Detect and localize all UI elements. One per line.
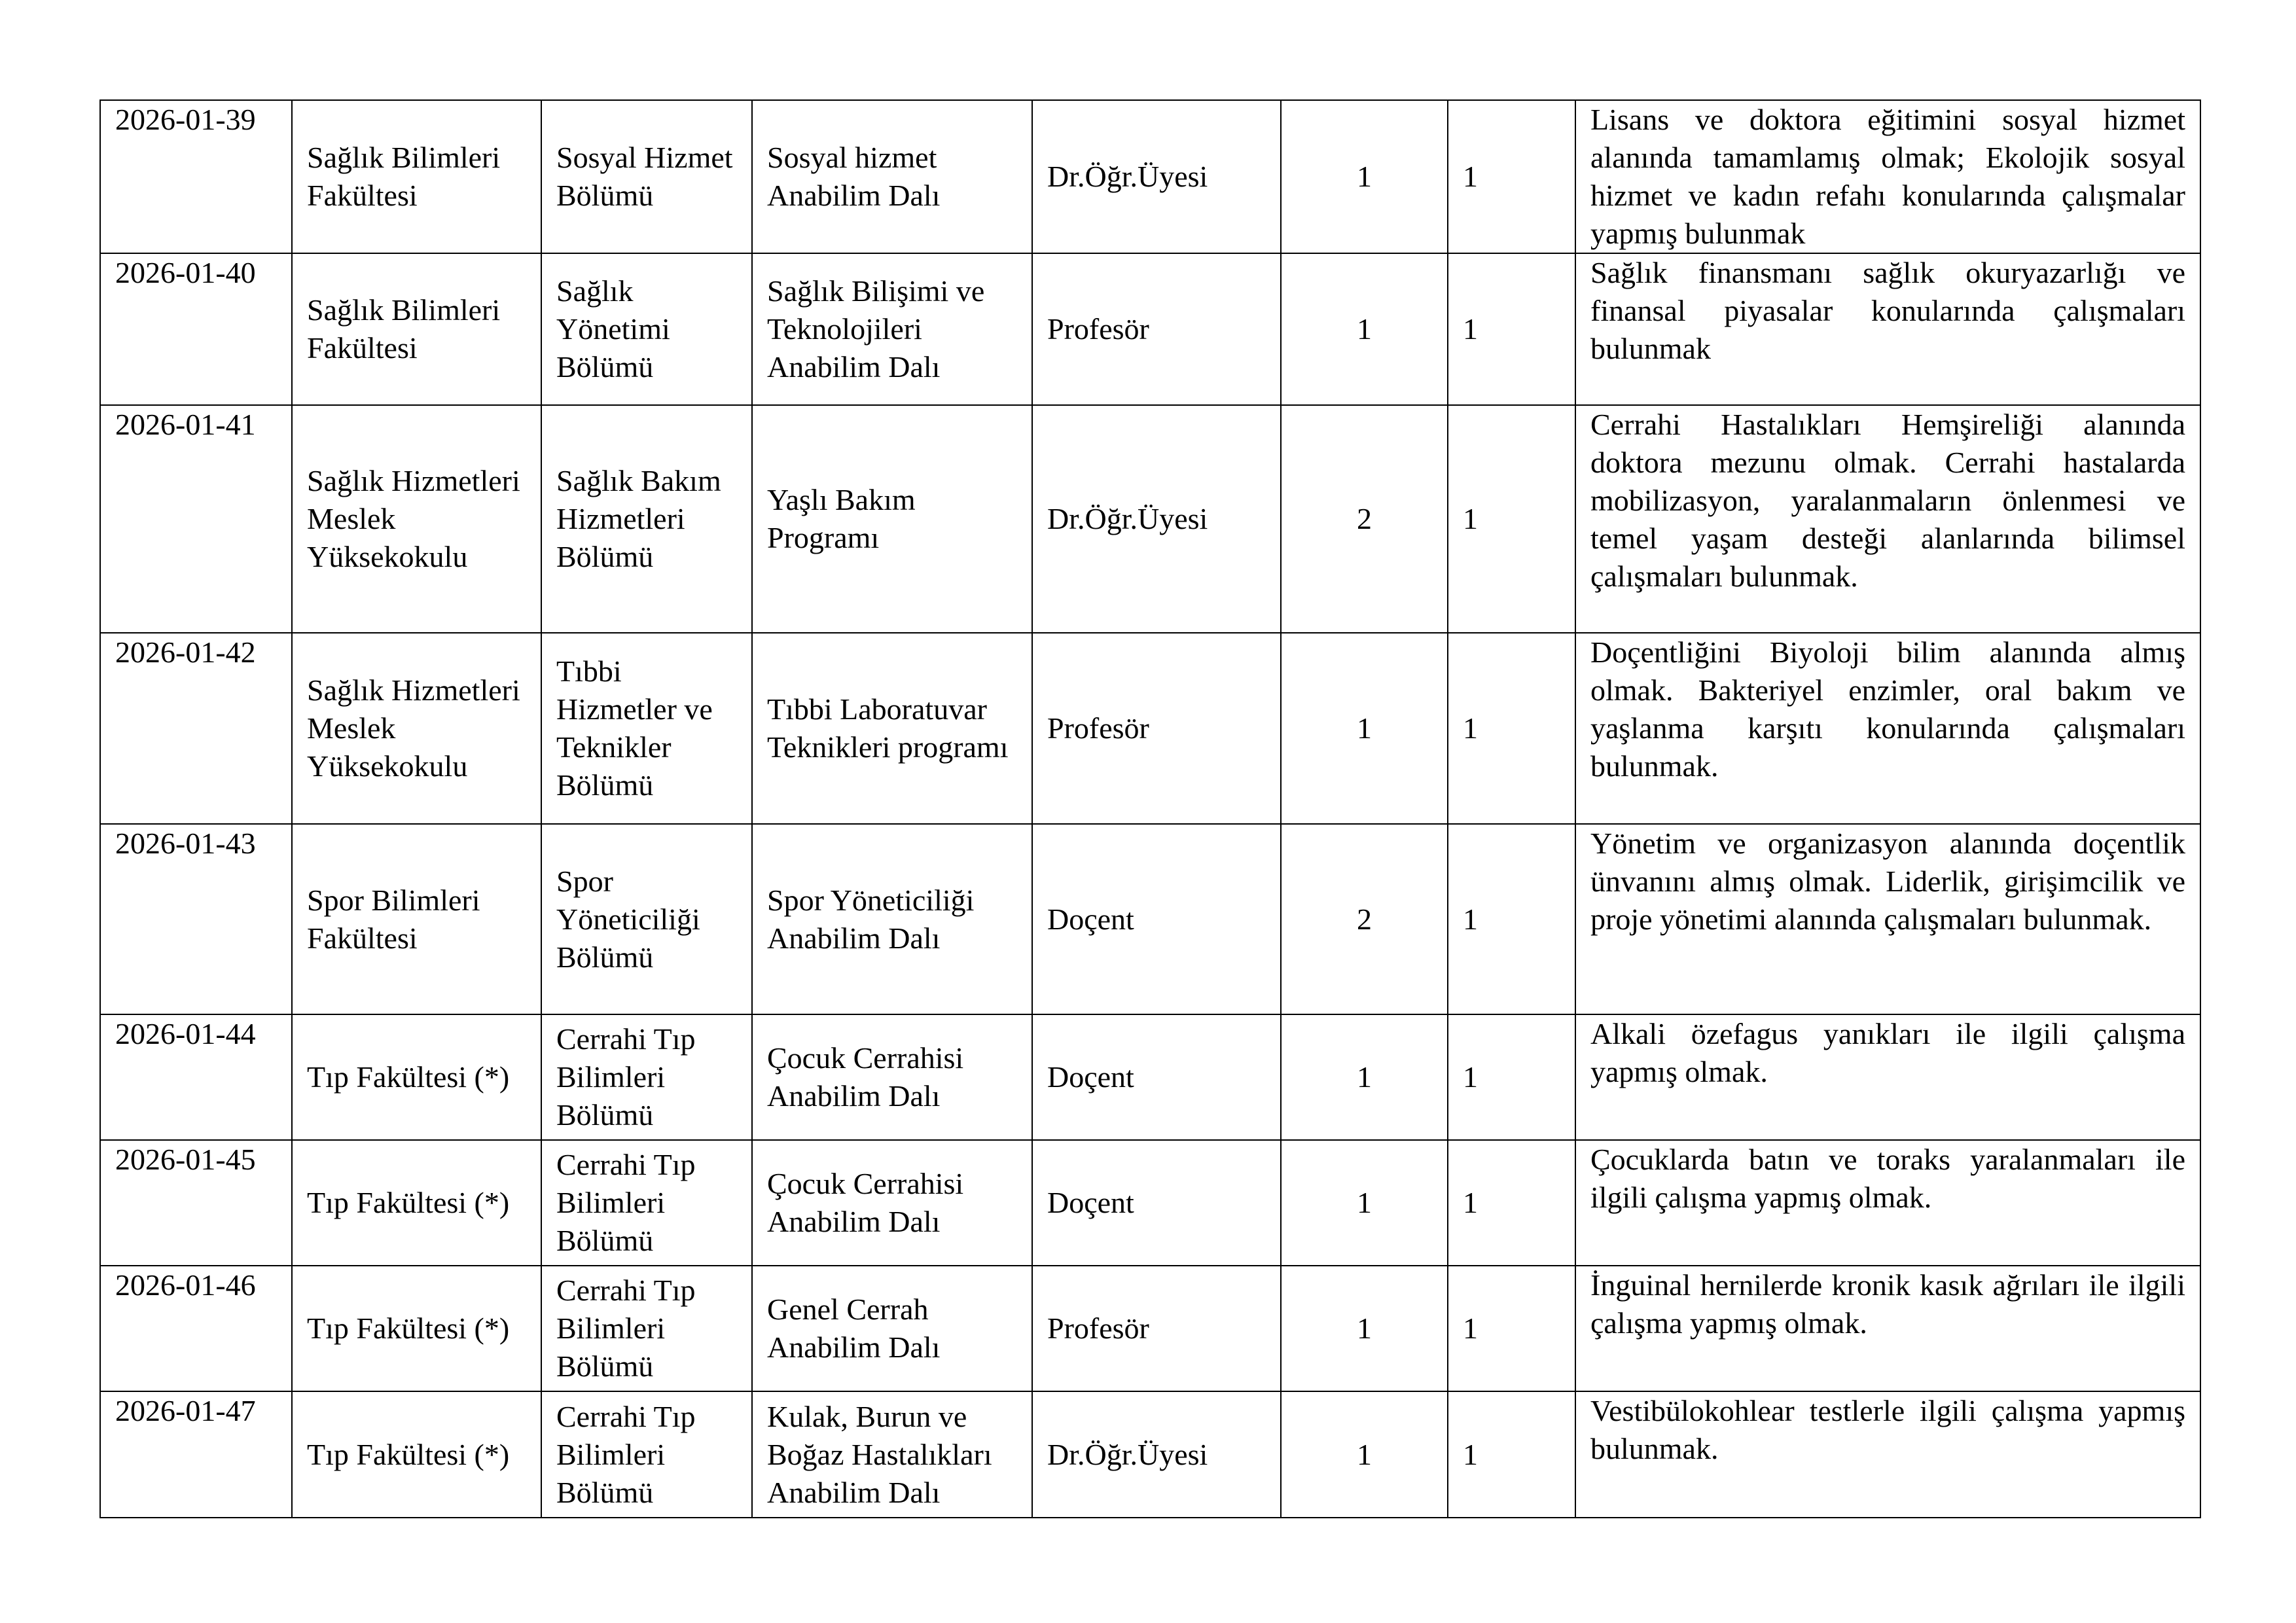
faculty-name-text: Tıp Fakültesi (*) [307, 1311, 510, 1345]
position-code: 2026-01-39 [100, 100, 292, 253]
position-count: 1 [1281, 1391, 1448, 1518]
department-name [541, 405, 752, 633]
department-name-text: Cerrahi Tıp Bilimleri Bölümü [556, 1148, 696, 1257]
position-requirements: Alkali özefagus yanıkları ile ilgili çalışma yapmış olmak. [1575, 1014, 2200, 1140]
faculty-name [292, 405, 541, 633]
department-name-text: Spor Yöneticiliği Bölümü [556, 864, 700, 974]
faculty-name [292, 253, 541, 405]
position-count: 1 [1281, 633, 1448, 824]
table-row [100, 253, 2200, 405]
program-name-text: Sosyal hizmet Anabilim Dalı [767, 141, 941, 212]
department-name [541, 1266, 752, 1391]
position-code: 2026-01-44 [100, 1014, 292, 1140]
table-row [100, 1391, 2200, 1518]
faculty-name-text: Tıp Fakültesi (*) [307, 1437, 510, 1471]
position-degree: 1 [1448, 1391, 1575, 1518]
position-count: 1 [1281, 1140, 1448, 1266]
department-name-text: Cerrahi Tıp Bilimleri Bölümü [556, 1399, 696, 1509]
faculty-name-text: Spor Bilimleri Fakültesi [307, 883, 480, 955]
faculty-name [292, 1014, 541, 1140]
department-name-text: Tıbbi Hizmetler ve Teknikler Bölümü [556, 654, 713, 802]
faculty-name [292, 1140, 541, 1266]
position-code: 2026-01-45 [100, 1140, 292, 1266]
academic-title: Doçent [1032, 824, 1281, 1014]
program-name [752, 100, 1032, 253]
position-degree: 1 [1448, 1014, 1575, 1140]
position-degree: 1 [1448, 1140, 1575, 1266]
position-degree: 1 [1448, 405, 1575, 633]
department-name-text: Cerrahi Tıp Bilimleri Bölümü [556, 1022, 696, 1132]
faculty-name-text: Sağlık Hizmetleri Meslek Yüksekokulu [307, 464, 520, 573]
position-requirements: İnguinal hernilerde kronik kasık ağrıları ile ilgili çalışma yapmış olmak. [1575, 1266, 2200, 1391]
program-name-text: Tıbbi Laboratuvar Teknikleri programı [767, 692, 1009, 764]
program-name [752, 253, 1032, 405]
position-requirements: Lisans ve doktora eğitimini sosyal hizmet alanında tamamlamış olmak; Ekolojik sosyal hizmet ve kadın refahı konularında çalışmalar yapmış bulunmak [1575, 100, 2200, 253]
position-count: 1 [1281, 253, 1448, 405]
department-name [541, 100, 752, 253]
program-name-text: Kulak, Burun ve Boğaz Hastalıkları Anabilim Dalı [767, 1399, 992, 1509]
position-degree: 1 [1448, 1266, 1575, 1391]
department-name [541, 824, 752, 1014]
program-name-text: Genel Cerrah Anabilim Dalı [767, 1293, 941, 1364]
table-row [100, 1140, 2200, 1266]
academic-title: Profesör [1032, 1266, 1281, 1391]
faculty-name [292, 1266, 541, 1391]
position-code: 2026-01-42 [100, 633, 292, 824]
department-name [541, 1140, 752, 1266]
position-requirements: Doçentliğini Biyoloji bilim alanında almış olmak. Bakteriyel enzimler, oral bakım ve yaşlanma karşıtı konularında çalışmaları bulunmak. [1575, 633, 2200, 824]
position-code: 2026-01-47 [100, 1391, 292, 1518]
faculty-name [292, 1391, 541, 1518]
position-count: 2 [1281, 405, 1448, 633]
position-degree: 1 [1448, 100, 1575, 253]
department-name-text: Sağlık Bakım Hizmetleri Bölümü [556, 464, 721, 573]
table-row [100, 1014, 2200, 1140]
department-name-text: Cerrahi Tıp Bilimleri Bölümü [556, 1274, 696, 1383]
table-row [100, 405, 2200, 633]
program-name [752, 1014, 1032, 1140]
faculty-name [292, 100, 541, 253]
table-row [100, 824, 2200, 1014]
faculty-name-text: Tıp Fakültesi (*) [307, 1060, 510, 1094]
program-name [752, 824, 1032, 1014]
position-count: 1 [1281, 100, 1448, 253]
academic-title: Dr.Öğr.Üyesi [1032, 1391, 1281, 1518]
position-requirements: Vestibülokohlear testlerle ilgili çalışma yapmış bulunmak. [1575, 1391, 2200, 1518]
department-name-text: Sağlık Yönetimi Bölümü [556, 274, 670, 383]
program-name-text: Sağlık Bilişimi ve Teknolojileri Anabilim Dalı [767, 274, 985, 383]
position-degree: 1 [1448, 824, 1575, 1014]
position-requirements: Çocuklarda batın ve toraks yaralanmaları ile ilgili çalışma yapmış olmak. [1575, 1140, 2200, 1266]
department-name-text: Sosyal Hizmet Bölümü [556, 141, 733, 212]
academic-title: Doçent [1032, 1140, 1281, 1266]
position-code: 2026-01-43 [100, 824, 292, 1014]
position-code: 2026-01-46 [100, 1266, 292, 1391]
program-name [752, 1266, 1032, 1391]
position-degree: 1 [1448, 253, 1575, 405]
table-row [100, 100, 2200, 253]
position-listing-table [99, 99, 2201, 1518]
position-degree: 1 [1448, 633, 1575, 824]
academic-title: Doçent [1032, 1014, 1281, 1140]
program-name [752, 633, 1032, 824]
faculty-name-text: Sağlık Hizmetleri Meslek Yüksekokulu [307, 673, 520, 783]
program-name [752, 1391, 1032, 1518]
position-code: 2026-01-41 [100, 405, 292, 633]
table-row [100, 633, 2200, 824]
faculty-name-text: Sağlık Bilimleri Fakültesi [307, 141, 501, 212]
academic-title: Dr.Öğr.Üyesi [1032, 100, 1281, 253]
department-name [541, 1391, 752, 1518]
program-name-text: Çocuk Cerrahisi Anabilim Dalı [767, 1167, 964, 1238]
position-requirements: Sağlık finansmanı sağlık okuryazarlığı ve finansal piyasalar konularında çalışmaları bulunmak [1575, 253, 2200, 405]
academic-title: Profesör [1032, 253, 1281, 405]
academic-title: Profesör [1032, 633, 1281, 824]
faculty-name [292, 824, 541, 1014]
program-name-text: Yaşlı Bakım Programı [767, 483, 916, 554]
position-count: 1 [1281, 1014, 1448, 1140]
department-name [541, 1014, 752, 1140]
academic-title: Dr.Öğr.Üyesi [1032, 405, 1281, 633]
program-name-text: Çocuk Cerrahisi Anabilim Dalı [767, 1041, 964, 1113]
program-name [752, 405, 1032, 633]
position-requirements: Yönetim ve organizasyon alanında doçentlik ünvanını almış olmak. Liderlik, girişimcilik ve proje yönetimi alanında çalışmaları bulunmak. [1575, 824, 2200, 1014]
position-requirements: Cerrahi Hastalıkları Hemşireliği alanında doktora mezunu olmak. Cerrahi hastalarda mobilizasyon, yaralanmaların önlenmesi ve temel yaşam desteği alanlarında bilimsel çalışmaları bulunmak. [1575, 405, 2200, 633]
faculty-name-text: Sağlık Bilimleri Fakültesi [307, 293, 501, 365]
program-name-text: Spor Yöneticiliği Anabilim Dalı [767, 883, 975, 955]
faculty-name-text: Tıp Fakültesi (*) [307, 1186, 510, 1219]
program-name [752, 1140, 1032, 1266]
table-row [100, 1266, 2200, 1391]
department-name [541, 633, 752, 824]
faculty-name [292, 633, 541, 824]
position-count: 2 [1281, 824, 1448, 1014]
department-name [541, 253, 752, 405]
position-count: 1 [1281, 1266, 1448, 1391]
position-code: 2026-01-40 [100, 253, 292, 405]
